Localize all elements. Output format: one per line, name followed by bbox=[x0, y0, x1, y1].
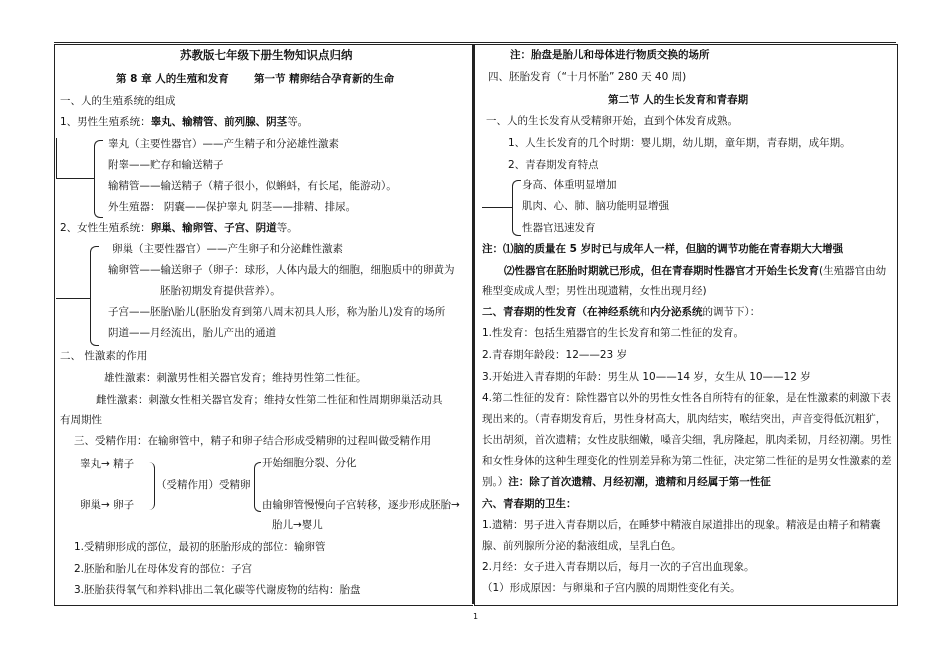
page-number: 1 bbox=[473, 612, 479, 621]
emission-2: 腺、前列腺所分泌的黏液组成，呈乳白色。 bbox=[482, 540, 682, 552]
female-ovary: 卵巢（主要性器官）——产生卵子和分泌雌性激素 bbox=[112, 243, 343, 255]
female-brace bbox=[90, 246, 99, 346]
note-sex-organs-cont: 稚型变成成人型；男性出现遗精，女性出现月经) bbox=[482, 285, 707, 297]
puberty-sexual-heading: 二、青春期的性发育（在神经系统和内分泌系统的调节下）： bbox=[482, 306, 761, 318]
female-hormone: 雌性激素：刺激女性相关器官发育；维持女性第二性征和性周期卵巢活动具 bbox=[96, 394, 443, 406]
male-brace-stem-v bbox=[56, 138, 57, 178]
feature-organs: 肌肉、心、肺、脑功能明显增强 bbox=[522, 200, 669, 212]
section-2-title: 第二节 人的生长发育和青春期 bbox=[608, 94, 749, 106]
female-uterus: 子宫——胚胎\胎儿(胚胎发育到第八周末初具人形，称为胎儿)发育的场所 bbox=[108, 306, 446, 318]
heading-hormones: 二、 性激素的作用 bbox=[60, 350, 148, 362]
emission-1: 1.遗精：男子进入青春期以后，在睡梦中精液自尿道排出的现象。精液是由精子和精囊 bbox=[482, 519, 881, 531]
chapter-title: 第 8 章 人的生殖和发育 bbox=[116, 73, 229, 85]
point-1: 1.受精卵形成的部位，最初的胚胎形成的部位：输卵管 bbox=[74, 541, 326, 553]
top-rule bbox=[54, 42, 896, 43]
document-title: 苏教版七年级下册生物知识点归纳 bbox=[180, 48, 353, 62]
puberty-start-age: 3.开始进入青春期的年龄：男生从 10——14 岁，女生从 10——12 岁 bbox=[482, 371, 811, 383]
feature-height: 身高、体重明显增加 bbox=[522, 179, 617, 191]
puberty-brace-stem bbox=[482, 207, 512, 208]
zygote-label: （受精作用）受精卵 bbox=[156, 479, 251, 491]
merge-brace bbox=[148, 462, 155, 510]
menstruation: 2.月经：女子进入青春期以后，每月一次的子宫出血现象。 bbox=[482, 561, 755, 573]
sexual-development: 1.性发育：包括生殖器官的生长发育和第二性征的发育。 bbox=[482, 327, 745, 339]
secondary-sex-5: 别。）注：除了首次遗精、月经初潮，遗精和月经属于第一性征 bbox=[482, 476, 771, 488]
point-2: 2.胚胎和胎儿在母体发育的部位：子宫 bbox=[74, 563, 253, 575]
point-3: 3.胚胎获得氧气和养料\排出二氧化碳等代谢废物的结构：胎盘 bbox=[74, 584, 361, 596]
menstruation-cause: （1）形成原因：与卵巢和子宫内膜的周期性变化有关。 bbox=[482, 582, 741, 594]
split-brace bbox=[254, 462, 261, 512]
embryo-move: 由输卵管慢慢向子宫转移，逐步形成胚胎→ bbox=[262, 499, 460, 511]
cell-division: 开始细胞分裂、分化 bbox=[262, 457, 357, 469]
female-hormone-cont: 有周期性 bbox=[60, 414, 102, 426]
male-epididymis: 附睾——贮存和输送精子 bbox=[108, 159, 224, 171]
note-sex-organs: ⑵性器官在胚胎时期就已形成，但在青春期时性器官才开始生长发育(生殖器官由幼 bbox=[504, 265, 887, 277]
puberty-brace bbox=[512, 180, 521, 236]
ovary-egg: 卵巢→ 卵子 bbox=[80, 499, 135, 511]
growth-start: 一、人的生长发育从受精卵开始，直到个体发育成熟。 bbox=[486, 115, 738, 127]
female-vagina: 阴道——月经流出，胎儿产出的通道 bbox=[108, 327, 276, 339]
female-system-line: 2、女性生殖系统：卵巢、输卵管、子宫、阴道等。 bbox=[60, 222, 298, 234]
male-system-line: 1、男性生殖系统：睾丸、输精管、前列腺、阴茎等。 bbox=[60, 116, 309, 128]
male-hormone: 雄性激素：刺激男性相关器官发育；维持男性第二性征。 bbox=[104, 372, 367, 384]
male-brace-stem bbox=[56, 178, 94, 179]
female-oviduct-cont: 胚胎初期发育提供营养）。 bbox=[160, 285, 281, 297]
male-testis: 睾丸（主要性器官）——产生精子和分泌雄性激素 bbox=[108, 138, 339, 150]
male-external: 外生殖器： 阴囊——保护睾丸 阴茎——排精、排尿。 bbox=[108, 201, 357, 213]
puberty-features-heading: 2、青春期发育特点 bbox=[508, 159, 599, 171]
feature-sex-organs: 性器官迅速发育 bbox=[522, 222, 596, 234]
column-divider bbox=[472, 44, 474, 604]
secondary-sex-2: 现出来的。（青春期发育后，男性身材高大，肌肉结实，喉结突出，声音变得低沉粗犷， bbox=[482, 413, 887, 425]
growth-stages: 1、人生长发育的几个时期：婴儿期，幼儿期，童年期，青春期，成年期。 bbox=[508, 137, 851, 149]
embryo-development: 四、胚胎发育（“十月怀胎” 280 天 40 周) bbox=[488, 71, 687, 83]
note-brain: 注：⑴脑的质量在 5 岁时已与成年人一样，但脑的调节功能在青春期大大增强 bbox=[482, 243, 844, 255]
hygiene-heading: 六、青春期的卫生： bbox=[482, 498, 577, 510]
female-brace-stem bbox=[56, 298, 90, 299]
secondary-sex-3: 长出胡须，首次遗精；女性皮肤细嫩，嗓音尖细，乳房隆起，肌肉柔韧，月经初潮。男性 bbox=[482, 434, 892, 446]
secondary-sex-1: 4.第二性征的发育：除性器官以外的男性女性各自所特有的征象，是在性激素的刺激下表 bbox=[482, 392, 892, 404]
section-title: 第一节 精卵结合孕育新的生命 bbox=[254, 73, 395, 85]
male-vas-deferens: 输精管——输送精子（精子很小，似蝌蚪，有长尾，能游动）。 bbox=[108, 180, 397, 192]
puberty-age-range: 2.青春期年龄段：12——23 岁 bbox=[482, 349, 628, 361]
fertilization-heading: 三、受精作用：在输卵管中，精子和卵子结合形成受精卵的过程叫做受精作用 bbox=[74, 435, 431, 447]
fetus-baby: 胎儿→婴儿 bbox=[272, 519, 323, 531]
female-oviduct: 输卵管——输送卵子（卵子：球形，人体内最大的细胞，细胞质中的卵黄为 bbox=[108, 264, 455, 276]
male-brace bbox=[94, 140, 103, 218]
heading-reproductive-system: 一、人的生殖系统的组成 bbox=[60, 95, 176, 107]
placenta-note: 注：胎盘是胎儿和母体进行物质交换的场所 bbox=[510, 49, 710, 61]
secondary-sex-4: 和女性身体的这种生理变化的性别差异称为第二性征，决定第二性征的是男女性激素的差 bbox=[482, 455, 892, 467]
testis-sperm: 睾丸→ 精子 bbox=[80, 458, 135, 470]
